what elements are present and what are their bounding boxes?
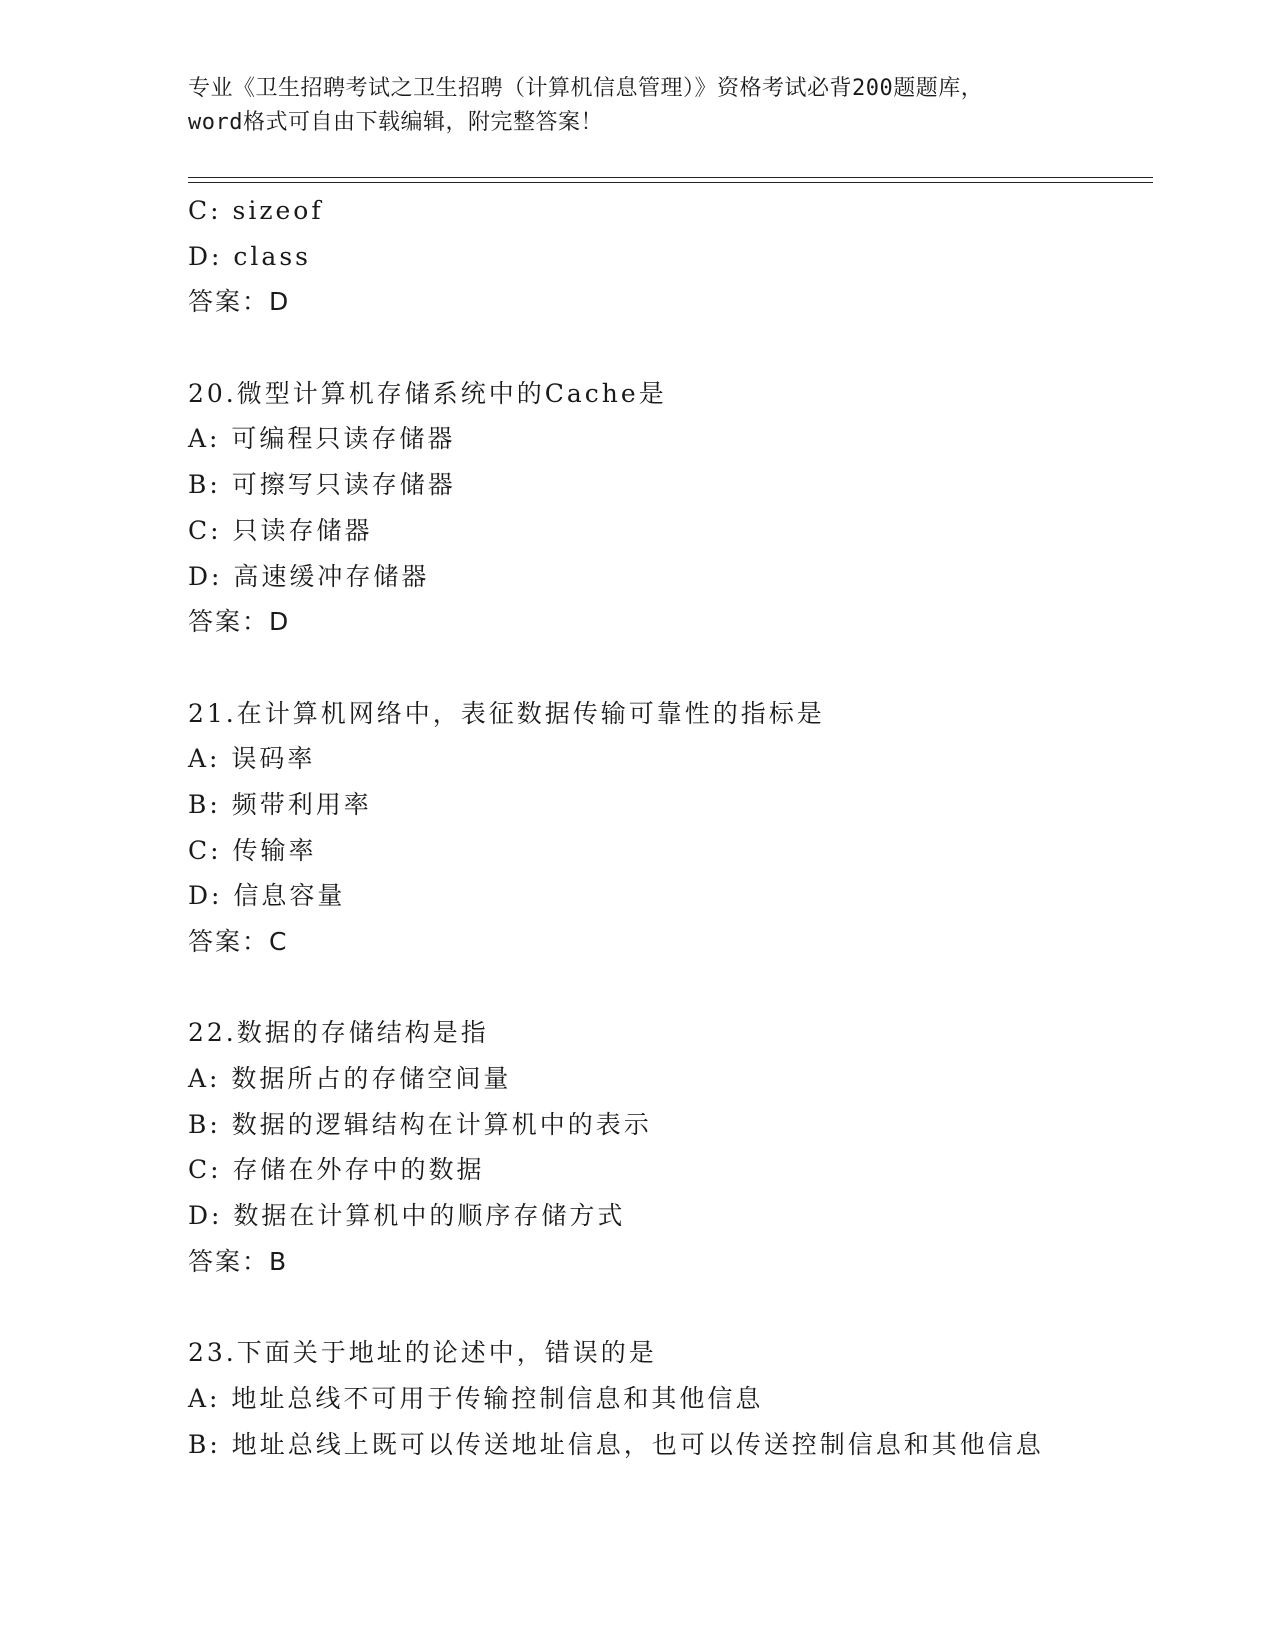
spacer: [188, 965, 1188, 1011]
option-a: A: 地址总线不可用于传输控制信息和其他信息: [188, 1383, 764, 1413]
answer-line: 答案：D: [188, 287, 291, 317]
spacer: [188, 325, 1188, 371]
option-c: C: 只读存储器: [188, 515, 373, 545]
question-20: [188, 371, 1188, 645]
option-d: D: class: [188, 241, 311, 271]
option-a: A: 误码率: [188, 744, 316, 774]
question-22: [188, 1010, 1188, 1284]
option-b: B: 地址总线上既可以传送地址信息，也可以传送控制信息和其他信息: [188, 1429, 1044, 1459]
option-d: D: 信息容量: [188, 881, 346, 911]
option-b: B: 频带利用率: [188, 789, 372, 819]
option-c: C: 传输率: [188, 835, 317, 865]
answer-line: 答案：B: [188, 1246, 289, 1276]
header-line-1: 专业《卫生招聘考试之卫生招聘（计算机信息管理）》资格考试必背200题题库，: [188, 76, 984, 101]
spacer: [188, 1285, 1188, 1331]
question-stem: 23.下面关于地址的论述中，错误的是: [188, 1338, 657, 1368]
question-stem: 20.微型计算机存储系统中的Cache是: [188, 378, 667, 408]
option-b: B: 数据的逻辑结构在计算机中的表示: [188, 1109, 652, 1139]
option-d: D: 数据在计算机中的顺序存储方式: [188, 1201, 626, 1231]
document-header: [188, 72, 1088, 140]
question-list: [188, 188, 1188, 1467]
question-23: [188, 1330, 1188, 1467]
question-stem: 21.在计算机网络中，表征数据传输可靠性的指标是: [188, 698, 825, 728]
header-line-2: word格式可自由下载编辑，附完整答案！: [188, 110, 603, 135]
question-19: [188, 188, 1188, 325]
option-c: C: 存储在外存中的数据: [188, 1155, 485, 1185]
question-21: [188, 691, 1188, 965]
header-divider-top: [188, 177, 1153, 178]
answer-line: 答案：D: [188, 607, 291, 637]
spacer: [188, 645, 1188, 691]
option-c: C: sizeof: [188, 196, 324, 225]
answer-line: 答案：C: [188, 927, 289, 956]
question-stem: 22.数据的存储结构是指: [188, 1018, 489, 1048]
option-d: D: 高速缓冲存储器: [188, 561, 430, 591]
header-divider-bottom: [188, 182, 1153, 183]
option-b: B: 可擦写只读存储器: [188, 470, 456, 500]
option-a: A: 可编程只读存储器: [188, 424, 456, 454]
option-a: A: 数据所占的存储空间量: [188, 1064, 512, 1094]
